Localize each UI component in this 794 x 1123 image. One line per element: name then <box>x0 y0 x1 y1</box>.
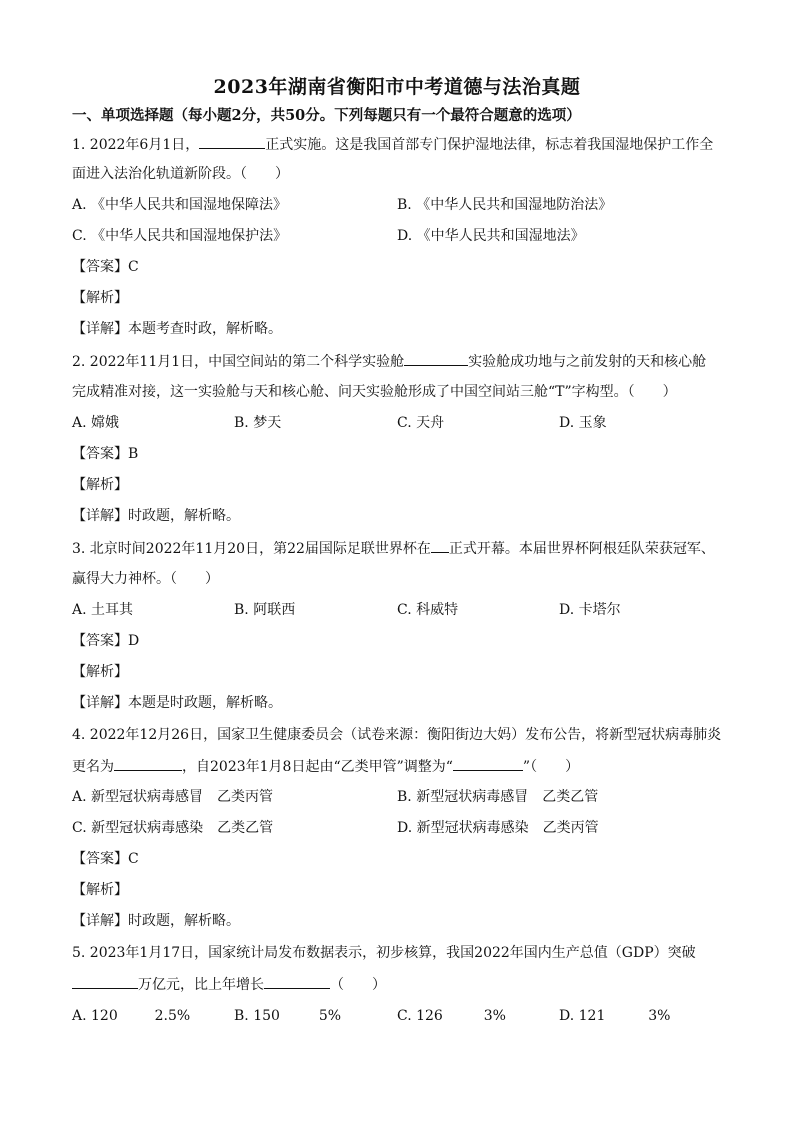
q3-blank <box>431 538 449 553</box>
q5-option-a <box>72 1006 190 1026</box>
q2-stem-line2: 完成精准对接，这一实验舱与天和核心舱、问天实验舱形成了中国空间站三舱“T”字构型。（ ） <box>72 384 677 400</box>
q4-stem-post2: ”（ ） <box>522 759 580 775</box>
q3-option-d: D. 卡塔尔 <box>559 602 621 618</box>
q5-option-d <box>559 1006 670 1026</box>
q4-option-b: B. 新型冠状病毒感冒 乙类乙管 <box>397 789 599 805</box>
q5-stem-mid2: 万亿元，比上年增长 <box>138 977 264 993</box>
q5-option-c-value1: C. 126 <box>397 1008 443 1024</box>
q1-stem-post: 正式实施。这是我国首部专门保护湿地法律，标志着我国湿地保护工作全 <box>265 137 714 153</box>
q2-answer: 【答案】B <box>72 446 139 462</box>
q2-option-b: B. 梦天 <box>234 415 282 431</box>
section-heading: 一、单项选择题（每小题2分，共50分。下列每题只有一个最符合题意的选项） <box>72 107 581 124</box>
q1-option-a: A. 《中华人民共和国湿地保障法》 <box>72 197 288 213</box>
question-5-line2 <box>72 974 386 995</box>
page-title: 2023年湖南省衡阳市中考道德与法治真题 <box>213 76 581 98</box>
q5-option-d-value1: D. 121 <box>559 1008 606 1024</box>
q5-blank-1 <box>72 974 138 989</box>
q4-detail: 【详解】时政题，解析略。 <box>72 913 240 929</box>
q2-option-a: A. 嫦娥 <box>72 415 120 431</box>
q2-stem-pre: 2. 2022年11月1日，中国空间站的第二个科学实验舱 <box>72 354 405 370</box>
q5-option-b-value1: B. 150 <box>234 1008 280 1024</box>
q2-detail: 【详解】时政题，解析略。 <box>72 508 240 524</box>
q4-stem-mid2: ，自2023年1月8日起由“乙类甲管”调整为“ <box>182 759 453 775</box>
q3-option-b: B. 阿联西 <box>234 602 296 618</box>
q4-stem-pre2: 更名为 <box>72 759 114 775</box>
q5-option-b-value2: 5% <box>318 1008 342 1024</box>
q5-blank-2 <box>264 974 330 989</box>
q5-option-d-value2: 3% <box>648 1008 671 1024</box>
q1-stem-line2: 面进入法治化轨道新阶段。（ ） <box>72 166 289 182</box>
q3-option-a: A. 土耳其 <box>72 602 134 618</box>
q4-stem-line1: 4. 2022年12月26日，国家卫生健康委员会（试卷来源：衡阳街边大妈）发布公告，将新型冠状病毒肺炎 <box>72 727 722 743</box>
q2-analysis: 【解析】 <box>72 477 128 493</box>
q2-option-c: C. 天舟 <box>397 415 445 431</box>
q5-option-c <box>397 1006 506 1026</box>
q1-stem-pre: 1. 2022年6月1日， <box>72 137 200 153</box>
question-4-line2 <box>72 756 579 777</box>
q2-stem-post: 实验舱成功地与之前发射的天和核心舱 <box>468 354 707 370</box>
q4-option-d: D. 新型冠状病毒感染 乙类丙管 <box>397 820 599 836</box>
q5-stem-post2: （ ） <box>330 977 386 993</box>
q2-option-d: D. 玉象 <box>559 415 607 431</box>
q3-stem-line2: 赢得大力神杯。（ ） <box>72 571 219 587</box>
q3-stem-pre: 3. 北京时间2022年11月20日，第22届国际足联世界杯在 <box>72 541 431 557</box>
q4-blank-1 <box>114 756 182 771</box>
q4-analysis: 【解析】 <box>72 882 128 898</box>
q2-blank <box>404 351 468 366</box>
question-1 <box>72 134 713 155</box>
q5-stem-line1: 5. 2023年1月17日，国家统计局发布数据表示，初步核算，我国2022年国内生产总值（GDP）突破 <box>72 945 696 961</box>
q4-option-c: C. 新型冠状病毒感染 乙类乙管 <box>72 820 274 836</box>
question-3 <box>72 538 715 559</box>
q1-analysis: 【解析】 <box>72 290 128 306</box>
q1-option-c: C. 《中华人民共和国湿地保护法》 <box>72 228 288 244</box>
q4-blank-2 <box>453 756 523 771</box>
q1-blank <box>199 134 265 149</box>
q4-answer: 【答案】C <box>72 851 139 867</box>
q5-option-a-value2: 2.5% <box>154 1008 191 1024</box>
q3-answer: 【答案】D <box>72 633 140 649</box>
q1-answer: 【答案】C <box>72 259 139 275</box>
q5-option-c-value2: 3% <box>483 1008 506 1024</box>
q1-option-d: D. 《中华人民共和国湿地法》 <box>397 228 585 244</box>
q3-detail: 【详解】本题是时政题，解析略。 <box>72 695 282 711</box>
question-2 <box>72 351 706 372</box>
q5-option-b <box>234 1006 341 1026</box>
q1-option-b: B. 《中华人民共和国湿地防治法》 <box>397 197 613 213</box>
q1-detail: 【详解】本题考查时政，解析略。 <box>72 321 282 337</box>
q3-stem-post: 正式开幕。本届世界杯阿根廷队荣获冠军、 <box>448 541 715 557</box>
q3-option-c: C. 科威特 <box>397 602 459 618</box>
q3-analysis: 【解析】 <box>72 664 128 680</box>
q5-option-a-value1: A. 120 <box>72 1008 118 1024</box>
q4-option-a: A. 新型冠状病毒感冒 乙类丙管 <box>72 789 274 805</box>
